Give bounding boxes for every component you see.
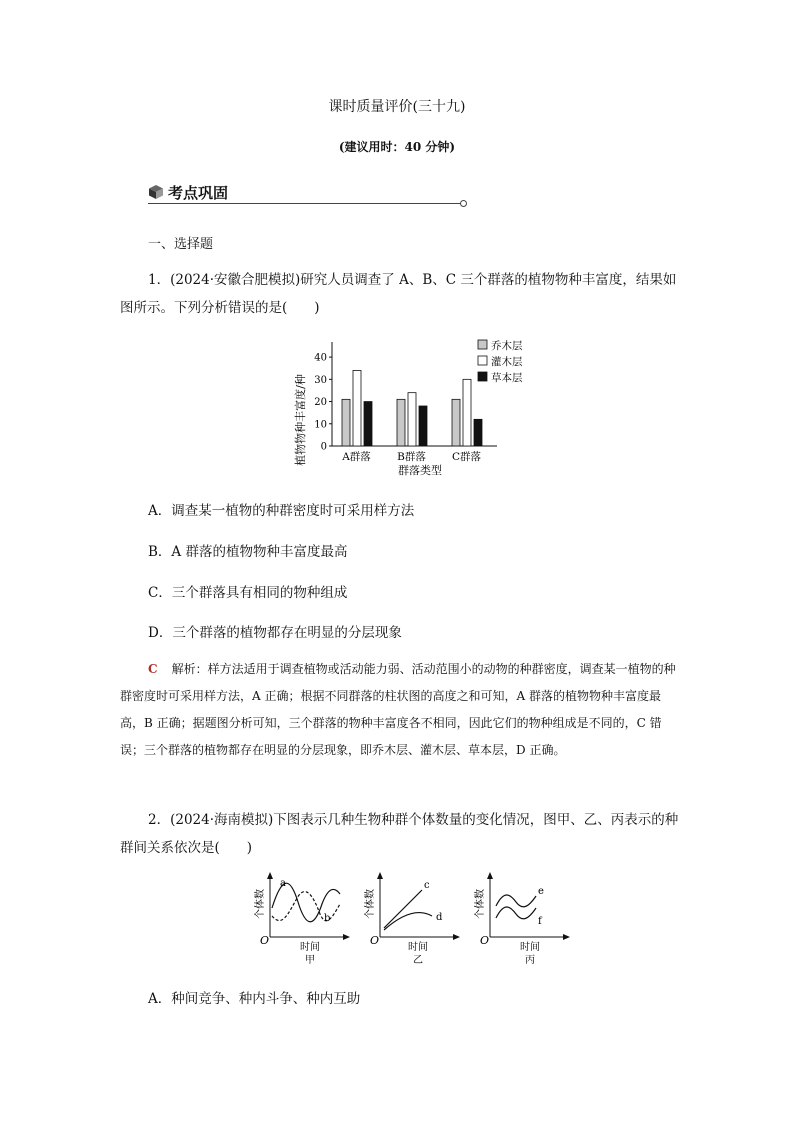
question-text: 研究人员调查了 A、B、C 三个群落的植物物种丰富度，结果如图所示。下列分析错误的是( )	[120, 272, 677, 316]
cube-icon	[148, 184, 164, 200]
chart-ylabel: 植物物种丰富度/种	[294, 374, 307, 466]
graph-xlabel: 时间	[408, 942, 428, 953]
origin-label: O	[260, 934, 270, 947]
origin-label: O	[370, 934, 380, 947]
bar-灌木层	[463, 379, 471, 446]
x-tick-label: A群落	[342, 451, 371, 463]
graph-caption: 甲	[305, 955, 315, 966]
chart-legend	[478, 339, 523, 384]
legend-swatch	[478, 340, 487, 349]
graph-caption: 乙	[413, 955, 423, 966]
curve-label: a	[280, 878, 286, 889]
bar-乔木层	[342, 399, 350, 446]
question-1-stem	[120, 266, 680, 322]
option-d: D．三个群落的植物都存在明显的分层现象	[148, 625, 402, 641]
legend-label: 灌木层	[491, 356, 523, 368]
question-number: 1．	[148, 272, 171, 288]
bar-乔木层	[452, 399, 460, 446]
curve-label: b	[324, 913, 331, 924]
y-tick-label: 0	[320, 441, 327, 453]
graph-jia	[253, 872, 350, 966]
curve-label: d	[436, 912, 443, 923]
option-b: B．A 群落的植物物种丰富度最高	[148, 544, 348, 560]
section-heading	[148, 182, 466, 204]
answer-letter: C	[148, 662, 158, 676]
section-label: 考点巩固	[168, 184, 229, 202]
option-c: C．三个群落具有相同的物种组成	[148, 585, 348, 601]
legend-swatch	[478, 356, 487, 365]
origin-label: O	[480, 934, 490, 947]
bar-chart	[290, 330, 540, 480]
bar-草本层	[474, 419, 482, 446]
graph-yi	[363, 872, 460, 966]
population-graphs	[250, 872, 580, 968]
question-text: 下图表示几种生物种群个体数量的变化情况，图甲、乙、丙表示的种群间关系依次是( )	[120, 812, 679, 856]
chart-bars	[342, 370, 482, 446]
section-divider-dot	[460, 200, 467, 207]
graph-xlabel: 时间	[300, 942, 320, 953]
option-a: A．调查某一植物的种群密度时可采用样方法	[148, 503, 415, 519]
bar-草本层	[364, 402, 372, 446]
curve-label: f	[538, 916, 542, 927]
page-title: 课时质量评价(三十九)	[328, 99, 466, 115]
y-tick-label: 40	[314, 352, 327, 364]
y-tick-label: 10	[314, 419, 327, 431]
option-a: A．种间竞争、种内斗争、种内互助	[148, 991, 361, 1007]
question-2-stem	[120, 806, 680, 862]
bar-灌木层	[353, 370, 361, 446]
curve-e	[496, 895, 536, 907]
question-number: 2．	[148, 812, 171, 828]
x-tick-label: B群落	[397, 451, 426, 463]
x-tick-label: C群落	[451, 451, 482, 463]
chart-xlabel: 群落类型	[398, 464, 442, 477]
section-divider	[148, 203, 462, 204]
graph-ylabel: 个体数	[255, 889, 266, 919]
curve-c	[384, 890, 422, 928]
part-heading: 一、选择题	[148, 237, 214, 252]
curve-label: c	[424, 880, 430, 891]
question-source: (2024·海南模拟)	[170, 812, 274, 828]
legend-swatch	[478, 372, 487, 381]
graph-caption: 丙	[525, 955, 535, 966]
analysis-text: 解析：样方法适用于调查植物或活动能力弱、活动范围小的动物的种群密度，调查某一植物的种群密度时可采用样方法，A 正确；根据不同群落的柱状图的高度之和可知，A 群落的植物物种丰富度最高，B 正确；据题图分析可知，三个群落的物种丰富度各不相同，因此它们的物种组成是不同的，C 错误；三个群落的植物都存在明显的分层现象，即乔木层、灌木层、草本层，D 正确。	[120, 662, 676, 757]
suggested-time: (建议用时：40 分钟)	[338, 140, 456, 154]
graph-bing	[473, 872, 570, 966]
curve-label: e	[538, 886, 544, 897]
bar-草本层	[419, 406, 427, 446]
legend-label: 乔木层	[491, 340, 523, 352]
legend-label: 草本层	[491, 372, 523, 384]
bar-乔木层	[397, 399, 405, 446]
curve-f	[496, 907, 536, 919]
y-tick-label: 20	[314, 397, 327, 409]
graph-ylabel: 个体数	[475, 889, 486, 919]
graph-ylabel: 个体数	[365, 889, 376, 919]
question-source: (2024·安徽合肥模拟)	[170, 272, 301, 288]
answer-analysis	[120, 656, 680, 764]
y-tick-label: 30	[314, 374, 327, 386]
bar-灌木层	[408, 393, 416, 446]
graph-xlabel: 时间	[520, 942, 540, 953]
